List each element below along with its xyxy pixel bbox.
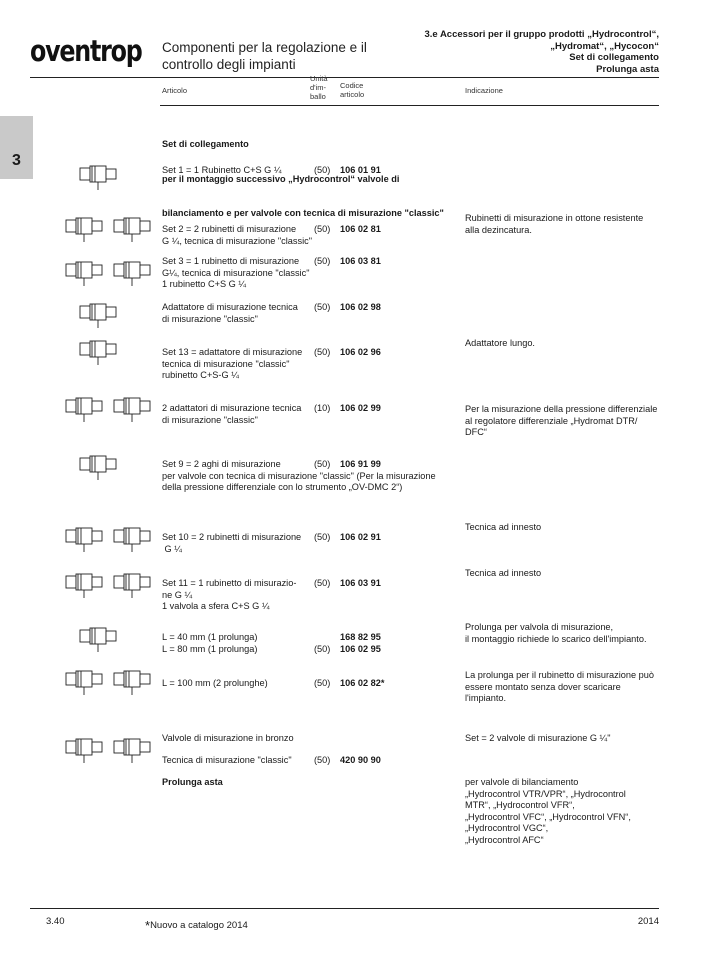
note-line: Per la misurazione della pressione differenziale [465, 404, 658, 414]
article-line: di misurazione "classic" [162, 313, 258, 324]
article-line: 2 adattatori di misurazione tecnica [162, 403, 302, 413]
note-cell [465, 338, 535, 350]
note-line: per valvole di bilanciamento [465, 777, 579, 787]
adapters-pair-icon [64, 392, 160, 429]
article-line: G ¼, tecnica di misurazione "classic" [162, 235, 313, 246]
article-line: G¼, tecnica di misurazione "classic" [162, 267, 310, 278]
unit-cell: (50) [314, 643, 331, 654]
article-cell [162, 165, 282, 177]
note-line: l'impianto. [465, 693, 507, 703]
article-line: Set 2 = 2 rubinetti di misurazione [162, 224, 297, 234]
col-codice-line: articolo [340, 90, 365, 99]
note-cell [465, 733, 610, 745]
measuring-valve-ballvalve-icon [64, 256, 160, 293]
code-cell: 106 03 81 [340, 256, 381, 266]
article-line: 1 valvola a sfera C+S G ¼ [162, 601, 270, 611]
code-cell: 106 02 98 [340, 302, 381, 312]
article-line: per valvole con tecnica di misurazione "classic" (Per la misurazione [162, 470, 436, 481]
bronze-valves-icon [64, 733, 160, 770]
article-cell [162, 532, 301, 555]
unit-cell: (50) [314, 459, 331, 469]
extension-icon [78, 622, 126, 659]
note-line: „Hydrocontrol VFC“, „Hydrocontrol VFN“, [465, 811, 631, 822]
note-line: „Hydrocontrol VTR/VPR“, „Hydrocontrol [465, 788, 626, 799]
code-cell: 106 02 91 [340, 532, 381, 542]
note-line: „Hydrocontrol AFC“ [465, 834, 544, 845]
unit-cell: (50) [314, 578, 331, 588]
plug-in-valves-pair-icon [64, 522, 160, 559]
article-line: Adattatore di misurazione tecnica [162, 302, 298, 312]
page-title [162, 39, 367, 73]
table-header-rule [160, 105, 659, 106]
note-line: il montaggio richiede lo scarico dell'impianto. [465, 633, 647, 644]
article-line: Prolunga asta [162, 777, 223, 787]
article-cell [162, 733, 294, 745]
col-articolo: Articolo [162, 86, 188, 95]
intro-line: per il montaggio successivo „Hydrocontrol“ valvole di [162, 173, 400, 184]
footer-rule [30, 908, 659, 909]
col-indicazione: Indicazione [465, 86, 503, 95]
unit-cell: (50) [314, 302, 331, 312]
note-cell [465, 213, 643, 236]
note-line: Set = 2 valvole di misurazione G ¼" [465, 733, 611, 743]
article-line: Valvole di misurazione in bronzo [162, 733, 294, 743]
footnote [145, 918, 248, 933]
note-line: alla dezincatura. [465, 224, 532, 235]
col-codice-line: Codice [340, 81, 364, 90]
note-line: Prolunga per valvola di misurazione, [465, 622, 614, 632]
article-line: Set 11 = 1 rubinetto di misurazio- [162, 578, 297, 588]
unit-cell: (50) [314, 755, 331, 765]
adapter-icon [78, 298, 126, 335]
col-unita-line: ballo [310, 92, 326, 101]
note-line: Rubinetti di misurazione in ottone resistente [465, 213, 644, 223]
adapter-valve-icon [78, 335, 126, 372]
article-line: Set 13 = adattatore di misurazione [162, 347, 303, 357]
code-cell: 106 91 99 [340, 459, 381, 469]
article-cell [162, 347, 302, 382]
article-line: Set 1 = 1 Rubinetto C+S G ¼ [162, 165, 282, 175]
note-cell [465, 522, 541, 534]
note-line: al regolatore differenziale „Hydromat DTR/ [465, 415, 638, 426]
note-cell [465, 622, 647, 645]
title-line: Componenti per la regolazione e il [162, 40, 367, 55]
unit-cell: (50) [314, 347, 331, 357]
oventrop-logo: oventrop [30, 34, 142, 68]
note-cell [465, 670, 654, 705]
code-cell: 106 02 82* [340, 678, 385, 688]
article-line: G ¼ [162, 543, 182, 554]
unit-cell: (50) [314, 678, 331, 688]
article-line: di misurazione "classic" [162, 414, 258, 425]
article-line: Set 9 = 2 aghi di misurazione [162, 459, 281, 469]
measuring-valves-pair-icon [64, 212, 160, 249]
article-line: tecnica di misurazione "classic" [162, 358, 290, 369]
article-line: Tecnica di misurazione "classic" [162, 755, 292, 765]
code-cell: 106 02 99 [340, 403, 381, 413]
section-line: Prolunga asta [596, 63, 659, 75]
measuring-needles-icon [78, 450, 126, 487]
article-cell [162, 403, 301, 426]
note-line: Tecnica ad innesto [465, 522, 542, 532]
col-unita [310, 74, 328, 101]
section-line: Set di collegamento [569, 52, 659, 64]
col-unita-line: Unità [310, 74, 328, 83]
article-cell [162, 777, 223, 789]
unit-cell: (50) [314, 256, 331, 266]
unit-cell: (50) [314, 165, 331, 175]
article-line: Set 3 = 1 rubinetto di misurazione [162, 256, 300, 266]
intro-line: bilanciamento e per valvole con tecnica di misurazione "classic" [162, 208, 444, 218]
article-cell [162, 302, 298, 325]
note-line: „Hydrocontrol VGC“, [465, 823, 549, 833]
article-cell [162, 755, 292, 767]
note-line: La prolunga per il rubinetto di misurazione può [465, 670, 654, 680]
col-unita-line: d'im- [310, 83, 327, 92]
article-line: 1 rubinetto C+S G ¼ [162, 279, 247, 289]
intro-line: Set di collegamento [162, 139, 249, 149]
extensions-pair-icon [64, 665, 160, 702]
note-line: Adattatore lungo. [465, 338, 535, 348]
footnote-mark: * [145, 918, 151, 933]
note-line: MTR“, „Hydrocontrol VFR“, [465, 800, 575, 810]
article-line: Set 10 = 2 rubinetti di misurazione [162, 532, 302, 542]
unit-cell: (10) [314, 403, 331, 413]
section-line: „Hydromat“, „Hycocon“ [550, 40, 659, 52]
section-line: 3.e Accessori per il gruppo prodotti „Hydrocontrol“, [424, 29, 659, 40]
note-cell [465, 568, 541, 580]
article-line: L = 80 mm (1 prolunga) [162, 643, 258, 654]
note-cell [465, 404, 657, 439]
measuring-valve-set-icon [78, 160, 126, 197]
article-cell [162, 632, 257, 655]
code-cell: 168 82 95 [340, 632, 381, 642]
footnote-text: Nuovo a catalogo 2014 [150, 920, 248, 931]
article-cell [162, 256, 309, 291]
code-cell: 106 02 95 [340, 643, 381, 654]
code-cell: 106 02 96 [340, 347, 381, 357]
section-heading [424, 29, 659, 75]
code-cell: 420 90 90 [340, 755, 381, 765]
plug-in-valve-ballvalve-icon [64, 568, 160, 605]
article-cell [162, 578, 296, 613]
page-number: 3.40 [46, 916, 65, 927]
footer-year: 2014 [637, 916, 659, 927]
article-line: della pressione differenziale con lo strumento „OV-DMC 2“) [162, 482, 403, 492]
code-cell: 106 01 91 [340, 165, 381, 175]
unit-cell: (50) [314, 532, 331, 542]
article-line: rubinetto C+S-G ¼ [162, 370, 239, 380]
code-cell: 106 02 81 [340, 224, 381, 234]
code-cell: 106 03 91 [340, 578, 381, 588]
note-line: DFC“ [465, 427, 487, 437]
chapter-number: 3 [12, 152, 21, 169]
title-line: controllo degli impianti [162, 57, 296, 72]
article-line: ne G ¼ [162, 589, 193, 600]
article-cell [162, 224, 312, 247]
note-cell [465, 777, 631, 846]
header-rule [30, 77, 659, 78]
article-cell [162, 678, 268, 690]
col-codice [340, 81, 364, 99]
note-line: Tecnica ad innesto [465, 568, 542, 578]
article-line: L = 100 mm (2 prolunghe) [162, 678, 268, 688]
article-line: L = 40 mm (1 prolunga) [162, 632, 258, 642]
article-cell [162, 459, 436, 494]
unit-cell: (50) [314, 224, 331, 234]
note-line: essere montato senza dover scaricare [465, 681, 621, 692]
